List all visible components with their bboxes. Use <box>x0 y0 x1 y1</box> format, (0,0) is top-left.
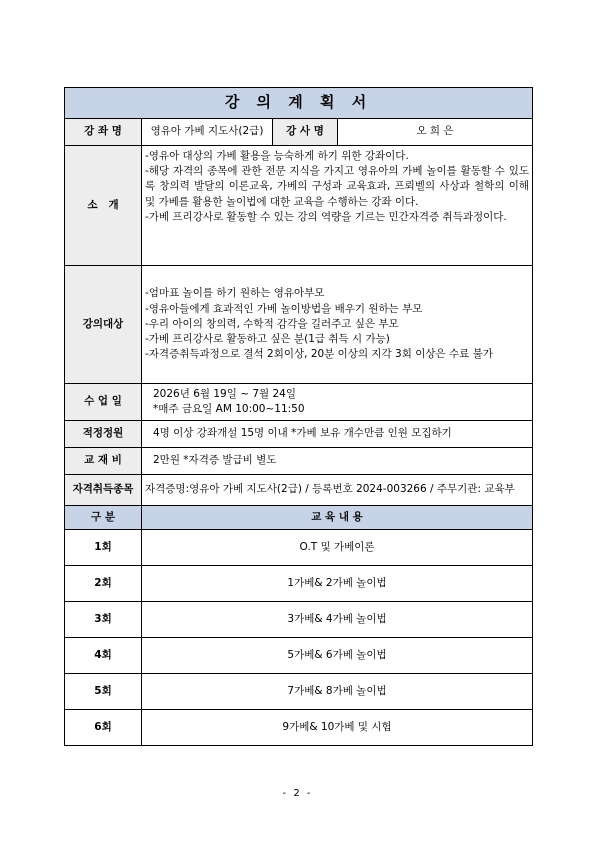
table-row <box>65 674 533 710</box>
table-row <box>65 566 533 602</box>
capacity-value: 4명 이상 강좌개설 15명 이내 *가베 보유 개수만큼 인원 모집하기 <box>142 421 533 448</box>
target-line: -영유아들에게 효과적인 가베 놀이방법을 배우기 원하는 부모 <box>145 302 423 315</box>
target-line: -가베 프리강사로 활동하고 싶은 분(1급 취득 시 가능) <box>145 333 390 346</box>
session-number: 2회 <box>65 566 142 602</box>
session-content: 1가베& 2가베 놀이법 <box>142 566 533 602</box>
document-title: 강 의 계 획 서 <box>65 88 533 119</box>
intro-text <box>142 146 533 266</box>
schedule-header-content: 교 육 내 용 <box>142 506 533 530</box>
target-line: -엄마표 놀이를 하기 원하는 영유아부모 <box>145 287 325 300</box>
session-content: 7가베& 8가베 놀이법 <box>142 674 533 710</box>
intro-line: -해당 자격의 종목에 관한 전문 지식을 가지고 영유아의 가베 놀이를 활동할 수 있도록 창의력 발달의 이론교육, 가베의 구성과 교육효과, 프뢰벨의 사상과 철학의 이해 및 가베를 활용한 놀이법에 대한 교육을 수행하는 강좌 이다. <box>145 165 530 208</box>
period-value <box>142 384 533 421</box>
intro-line: -가베 프리강사로 활동할 수 있는 강의 역량을 기르는 민간자격증 취득과정이다. <box>145 210 507 223</box>
target-label: 강의대상 <box>65 266 142 384</box>
course-label: 강 좌 명 <box>65 119 142 146</box>
intro-label: 소 개 <box>65 146 142 266</box>
session-content: 5가베& 6가베 놀이법 <box>142 638 533 674</box>
table-row <box>65 602 533 638</box>
period-label: 수 업 일 <box>65 384 142 421</box>
session-number: 4회 <box>65 638 142 674</box>
target-line: -자격증취득과정으로 결석 2회이상, 20분 이상의 지각 3회 이상은 수료 불가 <box>145 348 493 361</box>
session-number: 5회 <box>65 674 142 710</box>
table-row <box>65 710 533 746</box>
course-name: 영유아 가베 지도사(2급) <box>142 119 273 146</box>
period-time: *매주 금요일 AM 10:00~11:50 <box>153 403 305 415</box>
material-value: 2만원 *자격증 발급비 별도 <box>142 448 533 475</box>
lecture-plan-document <box>64 87 532 746</box>
table-row <box>65 530 533 566</box>
cert-value: 자격증명:영유아 가베 지도사(2급) / 등록번호 2024-003266 / 주무기관: 교육부 <box>142 475 533 506</box>
lecture-plan-table <box>64 87 533 746</box>
page-number: - 2 - <box>282 788 313 799</box>
period-dates: 2026년 6월 19일 ~ 7월 24일 <box>153 387 297 400</box>
capacity-label: 적정정원 <box>65 421 142 448</box>
session-number: 3회 <box>65 602 142 638</box>
session-number: 6회 <box>65 710 142 746</box>
target-text <box>142 266 533 384</box>
cert-label: 자격취득종목 <box>65 475 142 506</box>
intro-line: -영유아 대상의 가베 활용을 능숙하게 하기 위한 강좌이다. <box>145 150 409 162</box>
session-number: 1회 <box>65 530 142 566</box>
schedule-header-session: 구 분 <box>65 506 142 530</box>
session-content: O.T 및 가베이론 <box>142 530 533 566</box>
table-row <box>65 638 533 674</box>
instructor-name: 오 희 은 <box>338 119 533 146</box>
material-label: 교 재 비 <box>65 448 142 475</box>
session-content: 9가베& 10가베 및 시험 <box>142 710 533 746</box>
instructor-label: 강 사 명 <box>273 119 338 146</box>
target-line: -우리 아이의 창의력, 수학적 감각을 길러주고 싶은 부모 <box>145 317 399 330</box>
session-content: 3가베& 4가베 놀이법 <box>142 602 533 638</box>
